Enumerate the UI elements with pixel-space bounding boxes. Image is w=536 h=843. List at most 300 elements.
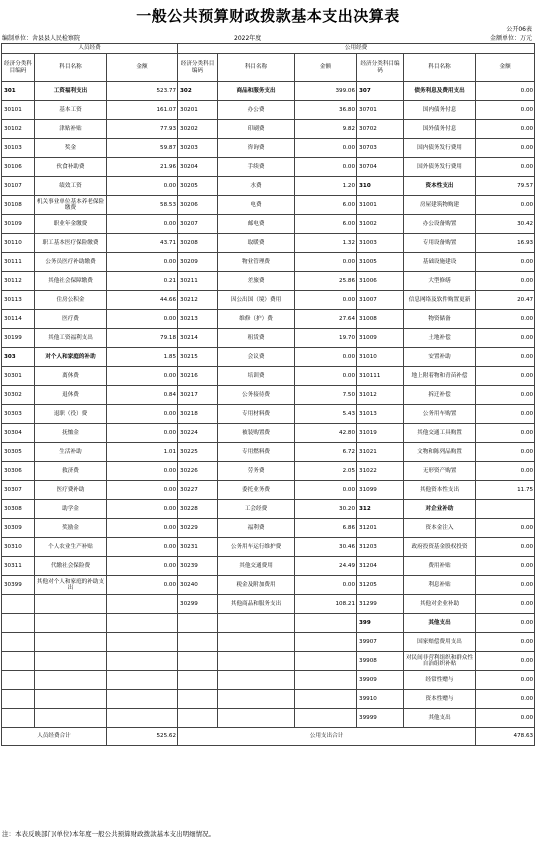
total-public-label: 公用支出合计 xyxy=(178,728,476,746)
code-cell: 31099 xyxy=(357,481,404,500)
table-row xyxy=(2,196,535,215)
name-cell: 资本性赠与 xyxy=(404,690,476,709)
name-cell: 退休费 xyxy=(35,386,107,405)
amount-cell: 0.00 xyxy=(107,215,178,234)
name-cell xyxy=(218,633,295,652)
code-cell: 30216 xyxy=(178,367,218,386)
group-personnel: 人员经费 xyxy=(2,44,178,54)
name-cell: 无形资产购置 xyxy=(404,462,476,481)
code-cell: 31009 xyxy=(357,329,404,348)
amount-cell xyxy=(295,709,357,728)
total-personnel-label: 人员经费合计 xyxy=(2,728,107,746)
name-cell: 地上附着物和青苗补偿 xyxy=(404,367,476,386)
code-cell: 31005 xyxy=(357,253,404,272)
header-amount: 金额 xyxy=(107,54,178,82)
table-row xyxy=(2,652,535,671)
code-cell: 31019 xyxy=(357,424,404,443)
table-row xyxy=(2,405,535,424)
table-row xyxy=(2,139,535,158)
name-cell: 医疗费补助 xyxy=(35,481,107,500)
table-row xyxy=(2,215,535,234)
amount-cell: 0.00 xyxy=(476,82,535,101)
amount-cell: 0.00 xyxy=(476,405,535,424)
table-row xyxy=(2,462,535,481)
name-cell: 差旅费 xyxy=(218,272,295,291)
name-cell: 债务利息及费用支出 xyxy=(404,82,476,101)
name-cell: 其他社会保障缴费 xyxy=(35,272,107,291)
code-cell: 31201 xyxy=(357,519,404,538)
name-cell: 其他交通费用 xyxy=(218,557,295,576)
name-cell: 国内债务付息 xyxy=(404,101,476,120)
amount-cell: 6.00 xyxy=(295,196,357,215)
code-cell: 30305 xyxy=(2,443,35,462)
code-cell: 30225 xyxy=(178,443,218,462)
code-cell: 30199 xyxy=(2,329,35,348)
amount-cell: 0.00 xyxy=(107,500,178,519)
amount-cell: 43.71 xyxy=(107,234,178,253)
code-cell: 30206 xyxy=(178,196,218,215)
header-code: 经济分类科目编码 xyxy=(2,54,35,82)
table-row xyxy=(2,310,535,329)
name-cell: 租赁费 xyxy=(218,329,295,348)
code-cell: 30309 xyxy=(2,519,35,538)
code-cell xyxy=(178,690,218,709)
name-cell: 税金及附加费用 xyxy=(218,576,295,595)
code-cell: 30703 xyxy=(357,139,404,158)
code-cell: 39910 xyxy=(357,690,404,709)
table-row xyxy=(2,424,535,443)
code-cell: 31002 xyxy=(357,215,404,234)
amount-cell: 58.53 xyxy=(107,196,178,215)
amount-cell: 6.72 xyxy=(295,443,357,462)
amount-cell: 108.21 xyxy=(295,595,357,614)
table-row xyxy=(2,671,535,690)
name-cell xyxy=(35,671,107,690)
code-cell: 31001 xyxy=(357,196,404,215)
code-cell: 39999 xyxy=(357,709,404,728)
name-cell: 救济费 xyxy=(35,462,107,481)
name-cell: 国外债务付息 xyxy=(404,120,476,139)
code-cell: 31007 xyxy=(357,291,404,310)
code-cell: 30217 xyxy=(178,386,218,405)
amount-cell: 0.00 xyxy=(295,481,357,500)
code-cell xyxy=(2,595,35,614)
code-cell: 30213 xyxy=(178,310,218,329)
amount-cell xyxy=(107,709,178,728)
amount-cell: 0.00 xyxy=(107,538,178,557)
amount-cell: 36.80 xyxy=(295,101,357,120)
amount-cell: 0.00 xyxy=(476,595,535,614)
name-cell: 拆迁补偿 xyxy=(404,386,476,405)
name-cell: 基本工资 xyxy=(35,101,107,120)
code-cell: 30399 xyxy=(2,576,35,595)
amount-cell: 0.00 xyxy=(295,367,357,386)
amount-cell: 1.32 xyxy=(295,234,357,253)
table-row xyxy=(2,500,535,519)
code-cell: 30306 xyxy=(2,462,35,481)
amount-cell: 0.00 xyxy=(476,348,535,367)
table-row xyxy=(2,443,535,462)
total-personnel-amount: 525.62 xyxy=(107,728,178,746)
name-cell: 住房公积金 xyxy=(35,291,107,310)
amount-cell: 0.00 xyxy=(476,671,535,690)
name-cell: 会议费 xyxy=(218,348,295,367)
name-cell: 资本金注入 xyxy=(404,519,476,538)
code-cell: 30311 xyxy=(2,557,35,576)
name-cell: 其他对个人和家庭的补助支出 xyxy=(35,576,107,595)
footnote: 注：本表反映部门(单位)本年度一般公共预算财政拨款基本支出明细情况。 xyxy=(2,830,216,838)
code-cell: 30102 xyxy=(2,120,35,139)
amount-cell: 25.86 xyxy=(295,272,357,291)
code-cell xyxy=(2,671,35,690)
code-cell: 30114 xyxy=(2,310,35,329)
name-cell xyxy=(218,671,295,690)
amount-cell: 0.00 xyxy=(476,158,535,177)
amount-cell: 0.00 xyxy=(476,652,535,671)
header-name: 科目名称 xyxy=(404,54,476,82)
code-cell: 30106 xyxy=(2,158,35,177)
name-cell xyxy=(218,652,295,671)
name-cell: 其他商品和服务支出 xyxy=(218,595,295,614)
amount-cell: 1.85 xyxy=(107,348,178,367)
amount-cell xyxy=(476,500,535,519)
name-cell xyxy=(35,709,107,728)
code-cell: 31003 xyxy=(357,234,404,253)
amount-cell: 0.00 xyxy=(476,557,535,576)
table-row xyxy=(2,291,535,310)
name-cell: 离休费 xyxy=(35,367,107,386)
code-cell: 30310 xyxy=(2,538,35,557)
code-cell: 31013 xyxy=(357,405,404,424)
name-cell: 信息网络及软件购置更新 xyxy=(404,291,476,310)
amount-cell: 0.00 xyxy=(107,557,178,576)
code-cell xyxy=(2,690,35,709)
header-amount: 金额 xyxy=(295,54,357,82)
table-row xyxy=(2,614,535,633)
code-cell: 31008 xyxy=(357,310,404,329)
table-row xyxy=(2,481,535,500)
name-cell: 福利费 xyxy=(218,519,295,538)
amount-cell xyxy=(295,690,357,709)
name-cell: 劳务费 xyxy=(218,462,295,481)
amount-cell xyxy=(295,614,357,633)
expenditure-table xyxy=(1,43,535,746)
unit-label: 编制单位： xyxy=(2,35,33,42)
unit-name: 舍县县人民检察院 xyxy=(32,35,81,42)
amount-cell: 0.00 xyxy=(476,329,535,348)
table-row xyxy=(2,272,535,291)
table-row xyxy=(2,595,535,614)
amount-cell: 399.06 xyxy=(295,82,357,101)
amount-cell: 0.00 xyxy=(107,576,178,595)
name-cell: 基础设施建设 xyxy=(404,253,476,272)
amount-cell: 0.21 xyxy=(107,272,178,291)
name-cell: 奖励金 xyxy=(35,519,107,538)
amount-cell: 0.00 xyxy=(295,139,357,158)
amount-cell: 79.18 xyxy=(107,329,178,348)
code-cell: 30299 xyxy=(178,595,218,614)
name-cell: 维修（护）费 xyxy=(218,310,295,329)
amount-cell: 0.00 xyxy=(107,519,178,538)
code-cell: 30205 xyxy=(178,177,218,196)
name-cell: 奖金 xyxy=(35,139,107,158)
amount-cell: 0.00 xyxy=(476,538,535,557)
name-cell: 绩效工资 xyxy=(35,177,107,196)
amount-cell: 0.00 xyxy=(476,367,535,386)
name-cell: 其他支出 xyxy=(404,614,476,633)
table-row xyxy=(2,690,535,709)
code-cell: 30202 xyxy=(178,120,218,139)
table-row xyxy=(2,82,535,101)
code-cell xyxy=(178,671,218,690)
total-row xyxy=(2,728,535,746)
name-cell: 其他支出 xyxy=(404,709,476,728)
code-cell xyxy=(2,614,35,633)
table-row xyxy=(2,253,535,272)
code-cell: 30215 xyxy=(178,348,218,367)
amount-cell: 0.00 xyxy=(107,481,178,500)
amount-cell: 0.00 xyxy=(476,386,535,405)
amount-cell: 0.00 xyxy=(476,253,535,272)
code-cell: 30231 xyxy=(178,538,218,557)
name-cell: 助学金 xyxy=(35,500,107,519)
code-cell: 39908 xyxy=(357,652,404,671)
amount-cell: 0.00 xyxy=(107,367,178,386)
amount-cell: 0.84 xyxy=(107,386,178,405)
name-cell: 资本性支出 xyxy=(404,177,476,196)
code-cell: 30228 xyxy=(178,500,218,519)
name-cell: 大型修缮 xyxy=(404,272,476,291)
table-row xyxy=(2,120,535,139)
code-cell: 30211 xyxy=(178,272,218,291)
code-cell: 303 xyxy=(2,348,35,367)
amount-cell: 0.00 xyxy=(476,272,535,291)
name-cell: 工会经费 xyxy=(218,500,295,519)
group-public: 公用经费 xyxy=(178,44,535,54)
amount-cell: 9.82 xyxy=(295,120,357,139)
money-unit: 金额单位：万元 xyxy=(489,35,532,42)
amount-cell: 77.93 xyxy=(107,120,178,139)
amount-cell: 6.86 xyxy=(295,519,357,538)
name-cell: 机关事业单位基本养老保险缴费 xyxy=(35,196,107,215)
amount-cell: 16.93 xyxy=(476,234,535,253)
code-cell: 39907 xyxy=(357,633,404,652)
code-cell: 307 xyxy=(357,82,404,101)
name-cell: 因公出国（境）费用 xyxy=(218,291,295,310)
page-title: 一般公共预算财政拨款基本支出决算表 xyxy=(136,7,400,25)
name-cell: 办公费 xyxy=(218,101,295,120)
name-cell: 其他资本性支出 xyxy=(404,481,476,500)
amount-cell: 59.87 xyxy=(107,139,178,158)
table-row xyxy=(2,348,535,367)
amount-cell: 0.00 xyxy=(476,690,535,709)
amount-cell: 79.57 xyxy=(476,177,535,196)
amount-cell: 30.42 xyxy=(476,215,535,234)
code-cell: 30308 xyxy=(2,500,35,519)
name-cell: 邮电费 xyxy=(218,215,295,234)
name-cell: 文物和陈列品购置 xyxy=(404,443,476,462)
amount-cell: 19.70 xyxy=(295,329,357,348)
table-row xyxy=(2,576,535,595)
amount-cell: 0.00 xyxy=(476,139,535,158)
code-cell: 31022 xyxy=(357,462,404,481)
code-cell: 30214 xyxy=(178,329,218,348)
name-cell: 公务员医疗补助缴费 xyxy=(35,253,107,272)
name-cell: 电费 xyxy=(218,196,295,215)
code-cell: 30208 xyxy=(178,234,218,253)
total-public-amount: 478.63 xyxy=(476,728,535,746)
name-cell: 利息补贴 xyxy=(404,576,476,595)
name-cell: 伙食补助费 xyxy=(35,158,107,177)
amount-cell: 44.66 xyxy=(107,291,178,310)
amount-cell: 0.00 xyxy=(476,633,535,652)
amount-cell: 161.07 xyxy=(107,101,178,120)
code-cell: 310 xyxy=(357,177,404,196)
amount-cell: 0.00 xyxy=(476,424,535,443)
table-row xyxy=(2,158,535,177)
name-cell: 津贴补贴 xyxy=(35,120,107,139)
name-cell: 委托业务费 xyxy=(218,481,295,500)
table-row xyxy=(2,367,535,386)
code-cell: 30226 xyxy=(178,462,218,481)
amount-cell: 27.64 xyxy=(295,310,357,329)
amount-cell: 0.00 xyxy=(295,253,357,272)
amount-cell: 523.77 xyxy=(107,82,178,101)
code-cell: 30108 xyxy=(2,196,35,215)
code-cell xyxy=(178,652,218,671)
amount-cell: 30.46 xyxy=(295,538,357,557)
name-cell: 水费 xyxy=(218,177,295,196)
code-cell: 30304 xyxy=(2,424,35,443)
amount-cell: 0.00 xyxy=(107,253,178,272)
name-cell: 土地补偿 xyxy=(404,329,476,348)
amount-cell: 0.00 xyxy=(476,101,535,120)
form-number: 公开06表 xyxy=(506,26,532,33)
table-row xyxy=(2,101,535,120)
name-cell: 生活补助 xyxy=(35,443,107,462)
code-cell xyxy=(178,633,218,652)
code-cell: 30307 xyxy=(2,481,35,500)
code-cell: 30303 xyxy=(2,405,35,424)
name-cell: 商品和服务支出 xyxy=(218,82,295,101)
name-cell: 代缴社会保险费 xyxy=(35,557,107,576)
amount-cell: 6.00 xyxy=(295,215,357,234)
name-cell xyxy=(218,614,295,633)
name-cell: 物业管理费 xyxy=(218,253,295,272)
code-cell: 31012 xyxy=(357,386,404,405)
meta-bar xyxy=(2,33,532,42)
name-cell: 费用补贴 xyxy=(404,557,476,576)
name-cell: 对民间非营利组织和群众性自治组织补贴 xyxy=(404,652,476,671)
code-cell: 30201 xyxy=(178,101,218,120)
code-cell xyxy=(2,652,35,671)
amount-cell: 7.50 xyxy=(295,386,357,405)
amount-cell xyxy=(295,652,357,671)
code-cell: 30203 xyxy=(178,139,218,158)
name-cell: 抚恤金 xyxy=(35,424,107,443)
code-cell: 30209 xyxy=(178,253,218,272)
name-cell: 手续费 xyxy=(218,158,295,177)
header-name: 科目名称 xyxy=(35,54,107,82)
code-cell: 31299 xyxy=(357,595,404,614)
amount-cell xyxy=(107,652,178,671)
code-cell: 312 xyxy=(357,500,404,519)
table-row xyxy=(2,557,535,576)
name-cell: 国家赔偿费用支出 xyxy=(404,633,476,652)
table-row xyxy=(2,633,535,652)
code-cell: 30110 xyxy=(2,234,35,253)
code-cell: 30111 xyxy=(2,253,35,272)
amount-cell: 24.49 xyxy=(295,557,357,576)
table-row xyxy=(2,538,535,557)
amount-cell: 11.75 xyxy=(476,481,535,500)
name-cell: 对企业补助 xyxy=(404,500,476,519)
group-header-row xyxy=(2,44,535,54)
name-cell xyxy=(35,633,107,652)
amount-cell: 20.47 xyxy=(476,291,535,310)
name-cell: 经常性赠与 xyxy=(404,671,476,690)
code-cell: 30302 xyxy=(2,386,35,405)
amount-cell: 0.00 xyxy=(107,310,178,329)
name-cell xyxy=(35,690,107,709)
code-cell xyxy=(178,614,218,633)
code-cell: 30224 xyxy=(178,424,218,443)
name-cell: 公务用车购置 xyxy=(404,405,476,424)
code-cell: 30702 xyxy=(357,120,404,139)
name-cell: 物资储备 xyxy=(404,310,476,329)
name-cell: 工资福利支出 xyxy=(35,82,107,101)
code-cell: 31021 xyxy=(357,443,404,462)
column-header-row xyxy=(2,54,535,82)
code-cell xyxy=(178,709,218,728)
amount-cell xyxy=(107,633,178,652)
header-code: 经济分类科目编码 xyxy=(357,54,404,82)
amount-cell xyxy=(107,690,178,709)
amount-cell: 0.00 xyxy=(107,405,178,424)
name-cell: 国外债务发行费用 xyxy=(404,158,476,177)
name-cell: 培训费 xyxy=(218,367,295,386)
amount-cell: 0.00 xyxy=(295,158,357,177)
table-row xyxy=(2,519,535,538)
code-cell: 31006 xyxy=(357,272,404,291)
code-cell: 30207 xyxy=(178,215,218,234)
name-cell: 职工基本医疗保险缴费 xyxy=(35,234,107,253)
name-cell: 政府投资基金股权投资 xyxy=(404,538,476,557)
name-cell: 对个人和家庭的补助 xyxy=(35,348,107,367)
table-row xyxy=(2,386,535,405)
amount-cell: 0.00 xyxy=(107,462,178,481)
name-cell: 个人农业生产补贴 xyxy=(35,538,107,557)
code-cell: 30229 xyxy=(178,519,218,538)
name-cell xyxy=(218,709,295,728)
amount-cell: 0.00 xyxy=(107,424,178,443)
amount-cell xyxy=(107,595,178,614)
name-cell: 印刷费 xyxy=(218,120,295,139)
code-cell: 301 xyxy=(2,82,35,101)
name-cell: 咨询费 xyxy=(218,139,295,158)
name-cell: 专用材料费 xyxy=(218,405,295,424)
table-row xyxy=(2,329,535,348)
table-row xyxy=(2,177,535,196)
code-cell: 39909 xyxy=(357,671,404,690)
name-cell xyxy=(35,614,107,633)
amount-cell: 42.80 xyxy=(295,424,357,443)
amount-cell: 0.00 xyxy=(295,576,357,595)
name-cell: 其他交通工具购置 xyxy=(404,424,476,443)
amount-cell: 0.00 xyxy=(476,462,535,481)
name-cell: 专用燃料费 xyxy=(218,443,295,462)
name-cell: 办公设备购置 xyxy=(404,215,476,234)
